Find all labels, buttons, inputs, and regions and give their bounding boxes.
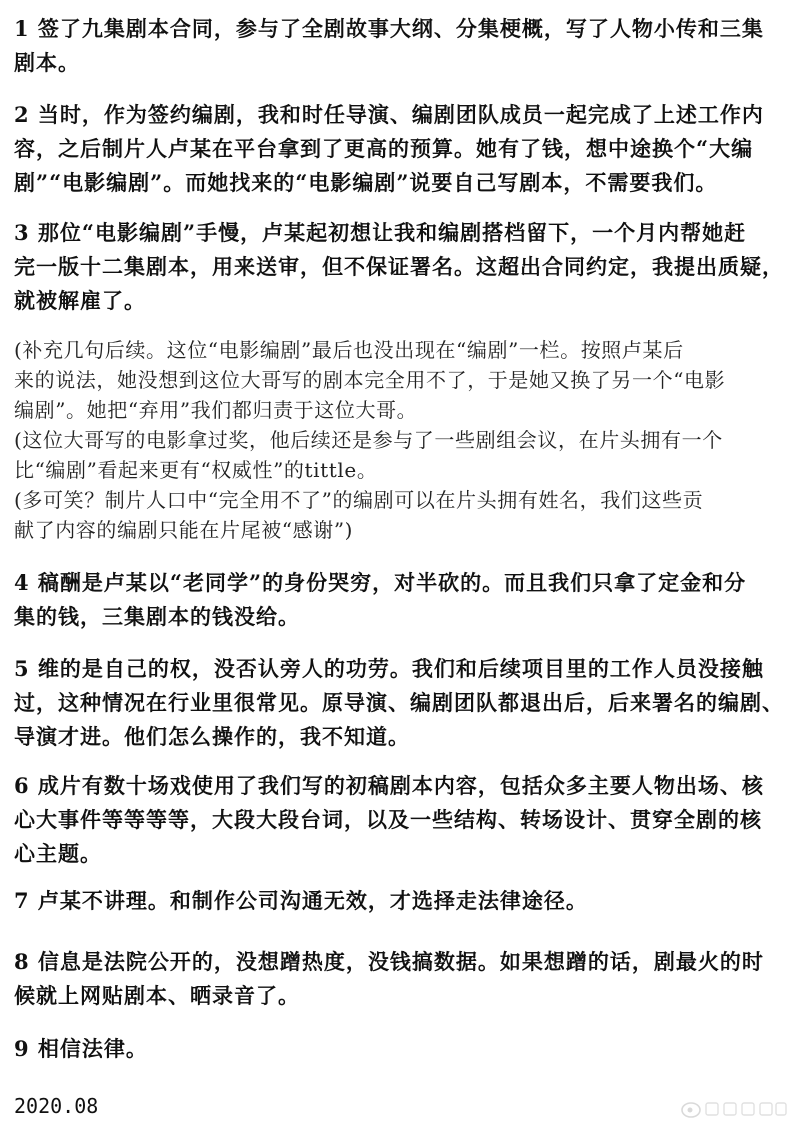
text-line: 容，之后制片人卢某在平台拿到了更高的预算。她有了钱，想中途换个“大编 — [14, 136, 754, 161]
supplementary-note — [14, 335, 790, 545]
paragraph-5 — [14, 652, 790, 754]
text-line: 过，这种情况在行业里很常见。原导演、编剧团队都退出后，后来署名的编剧、 — [14, 690, 784, 715]
text-line: 剧”“电影编剧”。而她找来的“电影编剧”说要自己写剧本，不需要我们。 — [14, 170, 718, 195]
text-line: 集的钱，三集剧本的钱没给。 — [14, 604, 300, 629]
text-line: 9 相信法律。 — [14, 1036, 148, 1061]
paragraph-7 — [14, 884, 790, 918]
text-line: 8 信息是法院公开的，没想蹭热度，没钱搞数据。如果想蹭的话，剧最火的时 — [14, 949, 764, 974]
paragraph-4 — [14, 566, 790, 634]
date-stamp: 2020.08 — [14, 1094, 99, 1118]
paragraph-1 — [14, 12, 790, 80]
note-line: 来的说法，她没想到这位大哥写的剧本完全用不了，于是她又换了另一个“电影 — [14, 368, 726, 392]
note-line: 编剧”。她把“弃用”我们都归责于这位大哥。 — [14, 398, 418, 422]
paragraph-3 — [14, 216, 790, 318]
note-line: (多可笑？制片人口中“完全用不了”的编剧可以在片头拥有姓名，我们这些贡 — [14, 488, 704, 512]
text-line: 心主题。 — [14, 841, 102, 866]
weibo-watermark-icon — [680, 1097, 788, 1119]
paragraph-8 — [14, 945, 790, 1013]
text-line: 3 那位“电影编剧”手慢，卢某起初想让我和编剧搭档留下，一个月内帮她赶 — [14, 220, 747, 245]
text-line: 完一版十二集剧本，用来送审，但不保证署名。这超出合同约定，我提出质疑， — [14, 254, 784, 279]
text-line: 7 卢某不讲理。和制作公司沟通无效，才选择走法律途径。 — [14, 888, 588, 913]
text-line: 剧本。 — [14, 50, 80, 75]
text-line: 导演才进。他们怎么操作的，我不知道。 — [14, 724, 410, 749]
text-line: 4 稿酬是卢某以“老同学”的身份哭穷，对半砍的。而且我们只拿了定金和分 — [14, 570, 747, 595]
text-line: 心大事件等等等等，大段大段台词，以及一些结构、转场设计、贯穿全剧的核 — [14, 807, 762, 832]
note-line: 比“编剧”看起来更有“权威性”的tittle。 — [14, 458, 378, 482]
paragraph-2 — [14, 98, 790, 200]
paragraph-9 — [14, 1032, 790, 1066]
text-line: 1 签了九集剧本合同，参与了全剧故事大纲、分集梗概，写了人物小传和三集 — [14, 16, 764, 41]
text-line: 2 当时，作为签约编剧，我和时任导演、编剧团队成员一起完成了上述工作内 — [14, 102, 764, 127]
note-line: (补充几句后续。这位“电影编剧”最后也没出现在“编剧”一栏。按照卢某后 — [14, 338, 684, 362]
text-line: 6 成片有数十场戏使用了我们写的初稿剧本内容，包括众多主要人物出场、核 — [14, 773, 764, 798]
note-line: (这位大哥写的电影拿过奖，他后续还是参与了一些剧组会议，在片头拥有一个 — [14, 428, 723, 452]
text-line: 就被解雇了。 — [14, 288, 146, 313]
text-line: 候就上网贴剧本、晒录音了。 — [14, 983, 300, 1008]
paragraph-6 — [14, 769, 790, 871]
note-line: 献了内容的编剧只能在片尾被“感谢”) — [14, 518, 354, 542]
text-line: 5 维的是自己的权，没否认旁人的功劳。我们和后续项目里的工作人员没接触 — [14, 656, 764, 681]
